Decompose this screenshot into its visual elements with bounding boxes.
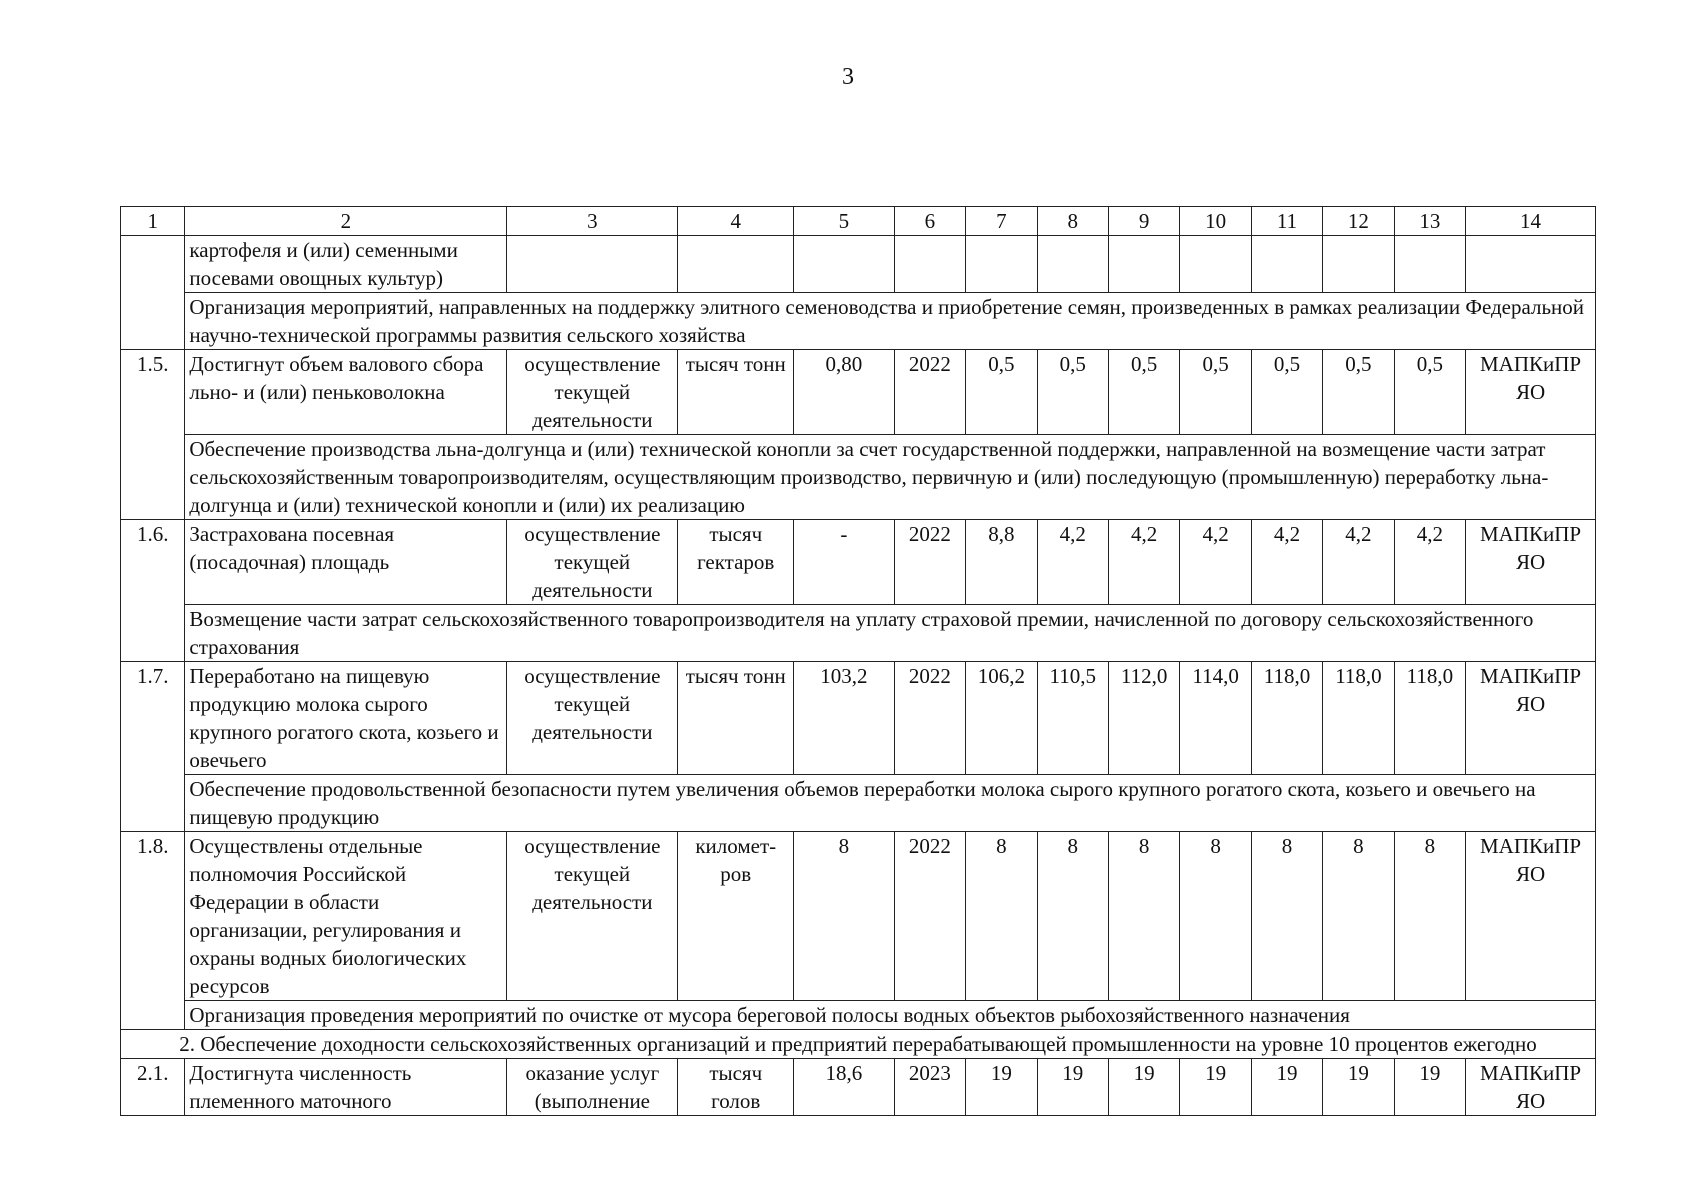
value-cell: 8 bbox=[1108, 832, 1179, 1001]
value-cell: 4,2 bbox=[1180, 520, 1251, 605]
base-year: 2022 bbox=[894, 832, 965, 1001]
value-cell: 8 bbox=[1251, 832, 1322, 1001]
value-cell: 0,5 bbox=[1180, 350, 1251, 435]
page-number: 3 bbox=[842, 64, 854, 90]
indicator-name: Застрахована посевная (посадочная) площадь bbox=[185, 520, 507, 605]
type-cell: осуществление текущей деятельности bbox=[507, 832, 678, 1001]
col-header: 6 bbox=[894, 207, 965, 236]
value-cell: 19 bbox=[1180, 1059, 1251, 1116]
table-row bbox=[121, 1059, 1596, 1116]
indicators-table bbox=[120, 206, 1596, 1116]
base-year: 2023 bbox=[894, 1059, 965, 1116]
col-header: 7 bbox=[966, 207, 1037, 236]
type-cell: осуществление текущей деятельности bbox=[507, 350, 678, 435]
value-cell: 8 bbox=[1323, 832, 1394, 1001]
table-row bbox=[121, 350, 1596, 435]
value-cell: 8 bbox=[966, 832, 1037, 1001]
col-header: 9 bbox=[1108, 207, 1179, 236]
measure-note: Обеспечение производства льна-долгунца и (или) технической конопли за счет государственной поддержки, направленной на возмещение части затрат сельскохозяйственным товаропроизводителям, осуществляющим производство, первичную и (или) последующую (промышленную) переработку льна-долгунца и (или) технической конопли и (или) их реализацию bbox=[185, 435, 1596, 520]
note-row bbox=[121, 435, 1596, 520]
type-cell: осуществление текущей деятельности bbox=[507, 520, 678, 605]
row-number: 1.8. bbox=[121, 832, 185, 1030]
table-row bbox=[121, 832, 1596, 1001]
base-value: 103,2 bbox=[794, 662, 895, 775]
col-header: 4 bbox=[678, 207, 794, 236]
value-cell: 8,8 bbox=[966, 520, 1037, 605]
indicator-name: Переработано на пищевую продукцию молока сырого крупного рогатого скота, козьего и овечьего bbox=[185, 662, 507, 775]
measure-note: Организация мероприятий, направленных на поддержку элитного семеноводства и приобретение семян, произведенных в рамках реализации Федеральной научно-технической программы развития сельского хозяйства bbox=[185, 293, 1596, 350]
measure-note: Возмещение части затрат сельскохозяйственного товаропроизводителя на уплату страховой премии, начисленной по договору сельскохозяйственного страхования bbox=[185, 605, 1596, 662]
value-cell: 118,0 bbox=[1251, 662, 1322, 775]
value-cell: 110,5 bbox=[1037, 662, 1108, 775]
value-cell: 19 bbox=[966, 1059, 1037, 1116]
table-row bbox=[121, 520, 1596, 605]
base-year: 2022 bbox=[894, 520, 965, 605]
col-header: 12 bbox=[1323, 207, 1394, 236]
value-cell: 8 bbox=[1394, 832, 1465, 1001]
col-header: 13 bbox=[1394, 207, 1465, 236]
responsible-cell: МАПКиПР ЯО bbox=[1466, 832, 1596, 1001]
value-cell: 118,0 bbox=[1323, 662, 1394, 775]
base-year: 2022 bbox=[894, 350, 965, 435]
row-number: 2.1. bbox=[121, 1059, 185, 1116]
table-row bbox=[121, 236, 1596, 293]
value-cell: 0,5 bbox=[1251, 350, 1322, 435]
measure-note: Организация проведения мероприятий по очистке от мусора береговой полосы водных объектов рыбохозяйственного назначения bbox=[185, 1001, 1596, 1030]
header-row bbox=[121, 207, 1596, 236]
measure-note: Обеспечение продовольственной безопасности путем увеличения объемов переработки молока сырого крупного рогатого скота, козьего и овечьего на пищевую продукцию bbox=[185, 775, 1596, 832]
responsible-cell: МАПКиПР ЯО bbox=[1466, 1059, 1596, 1116]
col-header: 11 bbox=[1251, 207, 1322, 236]
note-row bbox=[121, 605, 1596, 662]
unit-cell: тысяч гектаров bbox=[678, 520, 794, 605]
col-header: 14 bbox=[1466, 207, 1596, 236]
value-cell: 19 bbox=[1251, 1059, 1322, 1116]
value-cell: 114,0 bbox=[1180, 662, 1251, 775]
base-value: 18,6 bbox=[794, 1059, 895, 1116]
value-cell: 8 bbox=[1180, 832, 1251, 1001]
value-cell: 4,2 bbox=[1251, 520, 1322, 605]
type-cell: оказание услуг (выполнение bbox=[507, 1059, 678, 1116]
value-cell: 4,2 bbox=[1037, 520, 1108, 605]
value-cell: 4,2 bbox=[1394, 520, 1465, 605]
unit-cell: тысяч тонн bbox=[678, 662, 794, 775]
responsible-cell: МАПКиПР ЯО bbox=[1466, 662, 1596, 775]
base-value: 0,80 bbox=[794, 350, 895, 435]
value-cell: 112,0 bbox=[1108, 662, 1179, 775]
value-cell: 0,5 bbox=[1037, 350, 1108, 435]
col-header: 10 bbox=[1180, 207, 1251, 236]
value-cell: 19 bbox=[1037, 1059, 1108, 1116]
row-number: 1.5. bbox=[121, 350, 185, 520]
col-header: 5 bbox=[794, 207, 895, 236]
note-row bbox=[121, 775, 1596, 832]
value-cell: 106,2 bbox=[966, 662, 1037, 775]
section-title: 2. Обеспечение доходности сельскохозяйственных организаций и предприятий перерабатывающей промышленности на уровне 10 процентов ежегодно bbox=[121, 1030, 1596, 1059]
note-row bbox=[121, 293, 1596, 350]
col-header: 2 bbox=[185, 207, 507, 236]
indicator-name: картофеля и (или) семенными посевами овощных культур) bbox=[185, 236, 507, 293]
unit-cell: тысяч голов bbox=[678, 1059, 794, 1116]
value-cell: 19 bbox=[1323, 1059, 1394, 1116]
value-cell: 4,2 bbox=[1108, 520, 1179, 605]
value-cell: 4,2 bbox=[1323, 520, 1394, 605]
unit-cell: тысяч тонн bbox=[678, 350, 794, 435]
base-value: - bbox=[794, 520, 895, 605]
responsible-cell: МАПКиПР ЯО bbox=[1466, 350, 1596, 435]
indicator-name: Осуществлены отдельные полномочия Российской Федерации в области организации, регулирования и охраны водных биологических ресурсов bbox=[185, 832, 507, 1001]
value-cell: 0,5 bbox=[966, 350, 1037, 435]
row-number: 1.7. bbox=[121, 662, 185, 832]
value-cell: 0,5 bbox=[1394, 350, 1465, 435]
col-header: 1 bbox=[121, 207, 185, 236]
col-header: 3 bbox=[507, 207, 678, 236]
note-row bbox=[121, 1001, 1596, 1030]
responsible-cell: МАПКиПР ЯО bbox=[1466, 520, 1596, 605]
value-cell: 0,5 bbox=[1108, 350, 1179, 435]
value-cell: 19 bbox=[1108, 1059, 1179, 1116]
base-year: 2022 bbox=[894, 662, 965, 775]
indicator-name: Достигнута численность племенного маточного bbox=[185, 1059, 507, 1116]
row-number: 1.6. bbox=[121, 520, 185, 662]
base-value: 8 bbox=[794, 832, 895, 1001]
value-cell: 0,5 bbox=[1323, 350, 1394, 435]
row-number bbox=[121, 236, 185, 350]
indicator-name: Достигнут объем валового сбора льно- и (или) пеньковолокна bbox=[185, 350, 507, 435]
type-cell: осуществление текущей деятельности bbox=[507, 662, 678, 775]
section-row bbox=[121, 1030, 1596, 1059]
unit-cell: километ-ров bbox=[678, 832, 794, 1001]
value-cell: 19 bbox=[1394, 1059, 1465, 1116]
value-cell: 8 bbox=[1037, 832, 1108, 1001]
value-cell: 118,0 bbox=[1394, 662, 1465, 775]
col-header: 8 bbox=[1037, 207, 1108, 236]
table-row bbox=[121, 662, 1596, 775]
